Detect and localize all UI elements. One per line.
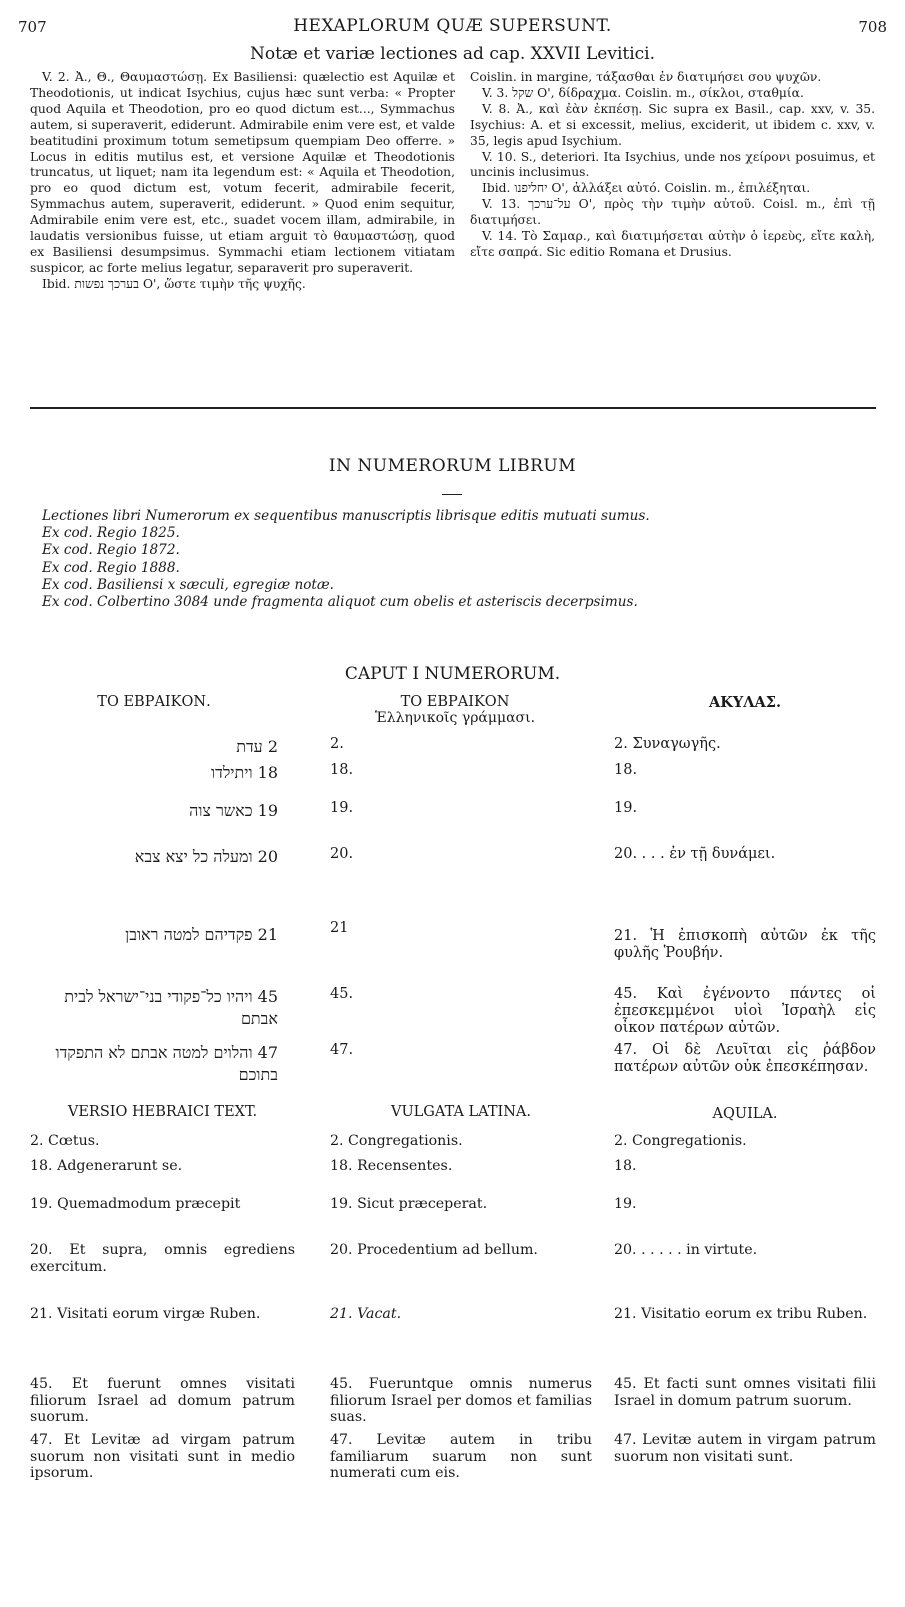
translit-cell: 19. xyxy=(330,800,354,816)
aquila-cell: 18. xyxy=(614,762,638,778)
vulgata-cell: 18. Recensentes. xyxy=(330,1158,453,1174)
section-title: IN NUMERORUM LIBRUM xyxy=(328,456,577,476)
note-paragraph: V. 2. Ἀ., Θ., Θαυμαστώσῃ. Ex Basiliensi: quælectio est Aquilæ et Theodotionis, ut indicat Isychius, cujus hæc sunt verba: « Propter quod Aquila et Theodotion, pro eo quod dictum est..., Symmachus autem, si superaverit, ediderunt. Admirabile enim vere est, et valde beatitudini proximum totum semetipsum quempiam Deo offerre. » Locus in editis mutilus est, et versione Aquilæ et Theodotionis truncatus, ut liquet; nam ita legendum est: « Aquila et Theodotion, pro eo quod dictum est, votum fecerit, admirabile fecerit, Symmachus autem, superaverit, ediderunt. » Quod enim sequitur, Admirabile enim vere est, etc., suadet vocem illam, admirabile, in laudatis versionibus fuisse, ut etiam arguit τὸ θαυμαστώσῃ, quod ex Basiliensi desumpsimus. Symmachi etiam lectionem vitiatam suspicor, ac forte melius legatur, separaverit pro superaverit. xyxy=(30,70,455,275)
translit-cell: 47. xyxy=(330,1042,354,1058)
page-number-left: 707 xyxy=(18,18,47,36)
aquila-cell: 19. xyxy=(614,800,638,816)
page-number-right: 708 xyxy=(858,18,887,36)
hebrew-cell: 47 והלוים למטה אבתם לא התפקדו בתוכם xyxy=(55,1043,278,1084)
hebrew-cell: 2 עדת xyxy=(236,737,278,756)
aquila-latin-cell: 47. Levitæ autem in virgam patrum suorum non visitati sunt. xyxy=(614,1432,876,1465)
running-header xyxy=(18,14,887,40)
note-paragraph: Ibid. יחליפנו O', ἀλλάξει αὐτό. Coislin. m., ἐπιλέξηται. xyxy=(482,181,811,196)
translit-cell: 20. xyxy=(330,846,354,862)
caput-title: CAPUT I NUMERORUM. xyxy=(344,664,561,684)
note-paragraph: V. 14. Τὸ Σαμαρ., καὶ διατιμήσεται αὐτὴν ὁ ἱερεὺς, εἴτε καλὴ, εἴτε σαπρά. Sic editio Romana et Drusius. xyxy=(470,229,875,259)
hebrew-cell: 18 ויתילדו xyxy=(211,763,278,782)
aquila-latin-cell: 45. Et facti sunt omnes visitati filii Israel in domum patrum suorum. xyxy=(614,1376,876,1409)
hebrew-cell: 21 פקדיהם למטה ראובן xyxy=(125,925,278,944)
manuscript-sources xyxy=(42,508,882,611)
translit-cell: 2. xyxy=(330,736,344,752)
versio-cell: 20. Et supra, omnis egrediens exercitum. xyxy=(30,1242,295,1275)
vulgata-cell: 20. Procedentium ad bellum. xyxy=(330,1242,538,1258)
note-paragraph: Coislin. in margine, τάξασθαι ἐν διατιμήσει σου ψυχῶν. xyxy=(470,70,822,84)
source-line: Ex cod. Regio 1872. xyxy=(42,542,180,559)
running-title: HEXAPLORUM QUÆ SUPERSUNT. xyxy=(293,16,612,36)
aquila-latin-cell: 20. . . . . . in virtute. xyxy=(614,1242,758,1258)
versio-cell: 18. Adgenerarunt se. xyxy=(30,1158,183,1174)
note-paragraph: V. 8. Ἀ., καὶ ἐὰν ἐκπέσῃ. Sic supra ex Basil., cap. xxv, v. 35. Isychius: A. et si excessit, melius, exciderit, ut ibidem c. xxv, v. 35, legis apud Isychium. xyxy=(470,101,875,148)
hebrew-cell: 19 כאשר צוה xyxy=(189,801,278,820)
source-line: Ex cod. Colbertino 3084 unde fragmenta aliquot cum obelis et asteriscis decerpsimus. xyxy=(42,594,638,611)
hebrew-cell: 20 ומעלה כל יצא צבא xyxy=(134,847,278,866)
aquila-latin-cell: 19. xyxy=(614,1196,637,1212)
aquila-cell: 2. Συναγωγῆς. xyxy=(614,736,721,752)
aquila-cell: 21. Ἡ ἐπισκοπὴ αὐτῶν ἐκ τῆς φυλῆς Ῥουβήν. xyxy=(614,928,876,961)
versio-cell: 2. Cœtus. xyxy=(30,1133,100,1149)
vulgata-cell: 2. Congregationis. xyxy=(330,1133,463,1149)
vulgata-cell: 21. Vacat. xyxy=(330,1306,402,1322)
source-line: Lectiones libri Numerorum ex sequentibus manuscriptis librisque editis mutuati sumus. xyxy=(42,508,650,524)
aquila-cell: 47. Οἱ δὲ Λευῖται εἰς ῥάβδον πατέρων αὐτῶν οὐκ ἐπεσκέπησαν. xyxy=(614,1042,876,1075)
note-paragraph: V. 13. על־ערכך O', πρὸς τὴν τιμὴν αὐτοῦ. Coisl. m., ἐπὶ τῇ διατιμήσει. xyxy=(470,197,875,228)
note-paragraph: V. 10. S., deteriori. Ita Isychius, unde nos χείρονι posuimus, et uncinis inclusimus. xyxy=(470,149,875,180)
column-head-translit-title: ΤΟ ΕΒΡΑΙΚΟΝ xyxy=(400,694,510,710)
vulgata-cell: 19. Sicut præceperat. xyxy=(330,1196,488,1212)
source-line: Ex cod. Basiliensi x sæculi, egregiæ notæ. xyxy=(42,576,334,593)
notes-column-right xyxy=(470,70,875,261)
notes-heading: Notæ et variæ lectiones ad cap. XXVII Levitici. xyxy=(249,44,656,64)
versio-cell: 47. Et Levitæ ad virgam patrum suorum non visitati sunt in medio ipsorum. xyxy=(30,1432,295,1482)
aquila-cell: 45. Καὶ ἐγένοντο πάντες οἱ ἐπεσκεμμένοι υἱοὶ Ἰσραὴλ εἰς οἶκον πατέρων αὐτῶν. xyxy=(614,986,876,1036)
title-dash xyxy=(442,494,462,495)
source-line: Ex cod. Regio 1888. xyxy=(42,559,180,576)
column-head-vulgata: VULGATA LATINA. xyxy=(390,1104,531,1120)
aquila-cell: 20. . . . ἐν τῇ δυνάμει. xyxy=(614,846,776,862)
translit-cell: 21 xyxy=(330,920,349,936)
versio-cell: 19. Quemadmodum præcepit xyxy=(30,1196,241,1212)
translit-cell: 45. xyxy=(330,986,354,1002)
vulgata-cell: 47. Levitæ autem in tribu familiarum suarum non sunt numerati cum eis. xyxy=(330,1432,592,1482)
hebrew-cell: 45 ויהיו כל־פקודי בני־ישראל לבית אבתם xyxy=(64,987,278,1028)
note-paragraph: Ibid. בערכך נפשות O', ὥστε τιμὴν τῆς ψυχῆς. xyxy=(42,276,306,291)
column-head-aquila: ΑΚΥΛΑΣ. xyxy=(708,694,781,711)
notes-column-left xyxy=(30,70,455,293)
column-head-versio: VERSIO HEBRAICI TEXT. xyxy=(67,1104,258,1120)
section-divider xyxy=(30,407,876,409)
aquila-latin-cell: 18. xyxy=(614,1158,637,1174)
versio-cell: 45. Et fuerunt omnes visitati filiorum Israel ad domum patrum suorum. xyxy=(30,1376,295,1426)
column-head-hebrew: ΤΟ ΕΒΡΑΙΚΟΝ. xyxy=(97,694,211,710)
column-head-aquila-latin: AQUILA. xyxy=(712,1106,778,1122)
column-head-translit xyxy=(330,694,580,726)
versio-cell: 21. Visitati eorum virgæ Ruben. xyxy=(30,1306,261,1322)
aquila-latin-cell: 21. Visitatio eorum ex tribu Ruben. xyxy=(614,1306,868,1322)
column-head-translit-sub: Ἑλληνικοῖς γράμμασι. xyxy=(374,710,536,726)
vulgata-cell: 45. Fueruntque omnis numerus filiorum Israel per domos et familias suas. xyxy=(330,1376,592,1426)
note-paragraph: V. 3. שקל O', δίδραχμα. Coislin. m., σίκλοι, σταθμία. xyxy=(482,85,804,100)
translit-cell: 18. xyxy=(330,762,354,778)
source-line: Ex cod. Regio 1825. xyxy=(42,525,180,542)
aquila-latin-cell: 2. Congregationis. xyxy=(614,1133,747,1149)
